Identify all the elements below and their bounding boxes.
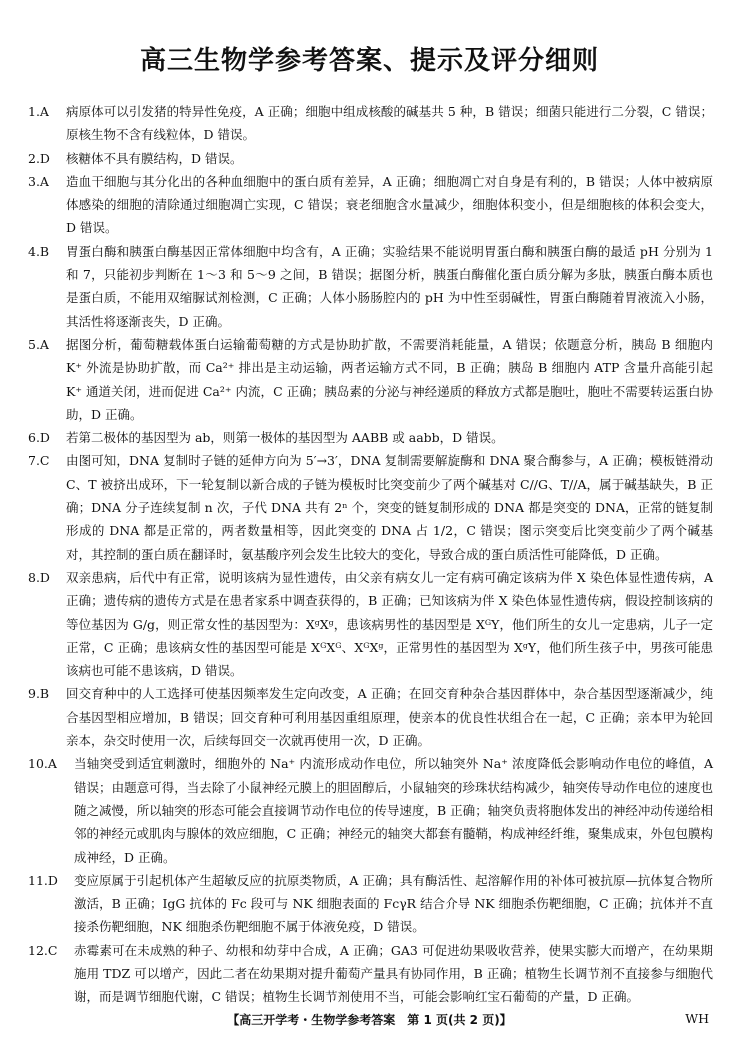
answer-number: 5.A bbox=[28, 336, 49, 352]
answer-number: 2.D bbox=[28, 150, 50, 166]
page-title: 高三生物学参考答案、提示及评分细则 bbox=[139, 46, 599, 76]
answer-number: 4.B bbox=[28, 243, 50, 259]
answer-explanation: 变应原属于引起机体产生超敏反应的抗原类物质，A 正确；具有酶活性、起溶解作用的补体可被抗原—抗体复合物所激活，B 正确；IgG 抗体的 Fc 段可与 NK 细胞表面的 FcγR 结合介导 NK 细胞杀伤靶细胞，C 正确；抗体并不直接杀伤靶细胞，NK 细胞杀伤靶细胞不属于体液免疫，D 错误。 bbox=[74, 872, 713, 935]
answer-number: 8.D bbox=[28, 569, 50, 585]
answer-number: 10.A bbox=[28, 756, 57, 772]
answer-number: 7.C bbox=[28, 453, 50, 469]
answer-number: 3.A bbox=[28, 173, 49, 189]
answer-explanation: 胃蛋白酶和胰蛋白酶基因正常体细胞中均含有，A 正确；实验结果不能说明胃蛋白酶和胰蛋白酶的最适 pH 分别为 1 和 7，只能初步判断在 1～3 和 5～9 之间，B 错误；据图分析，胰蛋白酶催化蛋白质分解为多肽，胰蛋白酶本质也是蛋白质，不能用双缩脲试剂检测，C 正确；人体小肠肠腔内的 pH 为中性至弱碱性，胃蛋白酶随着胃液流入小肠，其活性将逐渐丧失，D 正确。 bbox=[66, 243, 713, 329]
answer-item bbox=[28, 939, 713, 1009]
footer-page-info: 【高三开学考・生物学参考答案 第 1 页(共 2 页)】 bbox=[227, 1013, 512, 1027]
answer-list bbox=[28, 100, 713, 1009]
answer-explanation: 病原体可以引发猪的特异性免疫，A 正确；细胞中组成核酸的碱基共 5 种，B 错误；细菌只能进行二分裂，C 错误；原核生物不含有线粒体，D 错误。 bbox=[66, 104, 713, 143]
answer-item bbox=[28, 566, 713, 682]
answer-item bbox=[28, 869, 713, 939]
answer-explanation: 赤霉素可在未成熟的种子、幼根和幼芽中合成，A 正确；GA3 可促进幼果吸收营养，使果实膨大而增产，在幼果期施用 TDZ 可以增产，因此二者在幼果期对提升葡萄产量具有协同作用，B 正确；植物生长调节剂不直接参与细胞代谢，而是调节细胞代谢，C 错误；植物生长调节剂使用不当，可能会影响红宝石葡萄的产量，D 正确。 bbox=[74, 942, 713, 1005]
answer-explanation: 由图可知，DNA 复制时子链的延伸方向为 5′→3′，DNA 复制需要解旋酶和 DNA 聚合酶参与，A 正确；模板链滑动 C、T 被挤出成环，下一轮复制以新合成的子链为模板时比突变前少了两个碱基对 C//G、T//A，属于碱基缺失，B 正确；DNA 分子连续复制 n 次，子代 DNA 共有 2ⁿ 个，突变的链复制形成的 DNA 都是突变的 DNA，正常的链复制形成的 DNA 都是正常的，两者数量相等，因此突变的 DNA 占 1/2，C 错误；图示突变后比突变前少了两个碱基对，其控制的蛋白质在翻译时，氨基酸序列会发生比较大的变化，导致合成的蛋白质活性可能降低，D 正确。 bbox=[66, 453, 713, 562]
answer-item bbox=[28, 752, 713, 868]
answer-item bbox=[28, 333, 713, 426]
answer-explanation: 核糖体不具有膜结构，D 错误。 bbox=[66, 150, 243, 166]
answer-item bbox=[28, 682, 713, 752]
answer-item bbox=[28, 147, 713, 170]
answer-number: 12.C bbox=[28, 942, 58, 958]
answer-explanation: 双亲患病，后代中有正常，说明该病为显性遗传，由父亲有病女儿一定有病可确定该病为伴 X 染色体显性遗传病，A 正确；遗传病的遗传方式是在患者家系中调查获得的，B 正确；已知该病为伴 X 染色体显性遗传病，假设控制该病的等位基因为 G/g，则正常女性的基因型为：XᵍXᵍ，患该病男性的基因型是 XᴳY，他们所生的女儿一定患病，儿子一定正常，C 正确；患该病女性的基因型可能是 XᴳXᴳ、XᴳXᵍ，正常男性的基因型为 XᵍY，他们所生孩子中，男孩可能患该病也可能不患该病，D 错误。 bbox=[66, 569, 713, 679]
answer-explanation: 若第二极体的基因型为 ab，则第一极体的基因型为 AABB 或 aabb，D 错误。 bbox=[66, 430, 504, 446]
answer-explanation: 造血干细胞与其分化出的各种血细胞中的蛋白质有差异，A 正确；细胞凋亡对自身是有利的，B 错误；人体中被病原体感染的细胞的清除通过细胞凋亡实现，C 错误；衰老细胞含水量减少，细胞体积变小，但是细胞核的体积会变大，D 错误。 bbox=[66, 173, 713, 236]
answer-item bbox=[28, 100, 713, 147]
answer-number: 1.A bbox=[28, 104, 49, 119]
answer-number: 9.B bbox=[28, 686, 50, 702]
answer-explanation: 当轴突受到适宜刺激时，细胞外的 Na⁺ 内流形成动作电位，所以轴突外 Na⁺ 浓度降低会影响动作电位的峰值，A 错误；由题意可得，当去除了小鼠神经元膜上的胆固醇后，小鼠轴突的珍珠状结构减少，轴突传导动作电位的速度也随之减慢，所以轴突的形态可能会直接调节动作电位的传导速度，B 正确；轴突负责将胞体发出的神经冲动传递给相邻的神经元或肌肉与腺体的效应细胞，C 正确；神经元的轴突大都套有髓鞘，构成神经纤维，聚集成束，外包包膜构成神经，D 正确。 bbox=[74, 756, 713, 865]
answer-explanation: 回交育种中的人工选择可使基因频率发生定向改变，A 正确；在回交育种杂合基因群体中，杂合基因型逐渐减少，纯合基因型相应增加，B 错误；回交育种可利用基因重组原理，使亲本的优良性状组合在一起，C 正确；亲本甲为轮回亲本，杂交时使用一次，后续每回交一次就再使用一次，D 正确。 bbox=[66, 686, 713, 749]
answer-number: 6.D bbox=[28, 430, 50, 446]
answer-number: 11.D bbox=[28, 872, 58, 888]
answer-item bbox=[28, 426, 713, 449]
footer-code: WH bbox=[685, 1011, 709, 1026]
answer-explanation: 据图分析，葡萄糖载体蛋白运输葡萄糖的方式是协助扩散，不需要消耗能量，A 错误；依题意分析，胰岛 B 细胞内 K⁺ 外流是协助扩散，而 Ca²⁺ 排出是主动运输，两者运输方式不同，B 正确；胰岛 B 细胞内 ATP 含量升高能引起 K⁺ 通道关闭，进而促进 Ca²⁺ 内流，C 正确；胰岛素的分泌与神经递质的释放方式都是胞吐，胞吐不需要转运蛋白协助，D 正确。 bbox=[66, 336, 713, 422]
answer-item bbox=[28, 170, 713, 240]
answer-item bbox=[28, 449, 713, 565]
answer-item bbox=[28, 240, 713, 333]
